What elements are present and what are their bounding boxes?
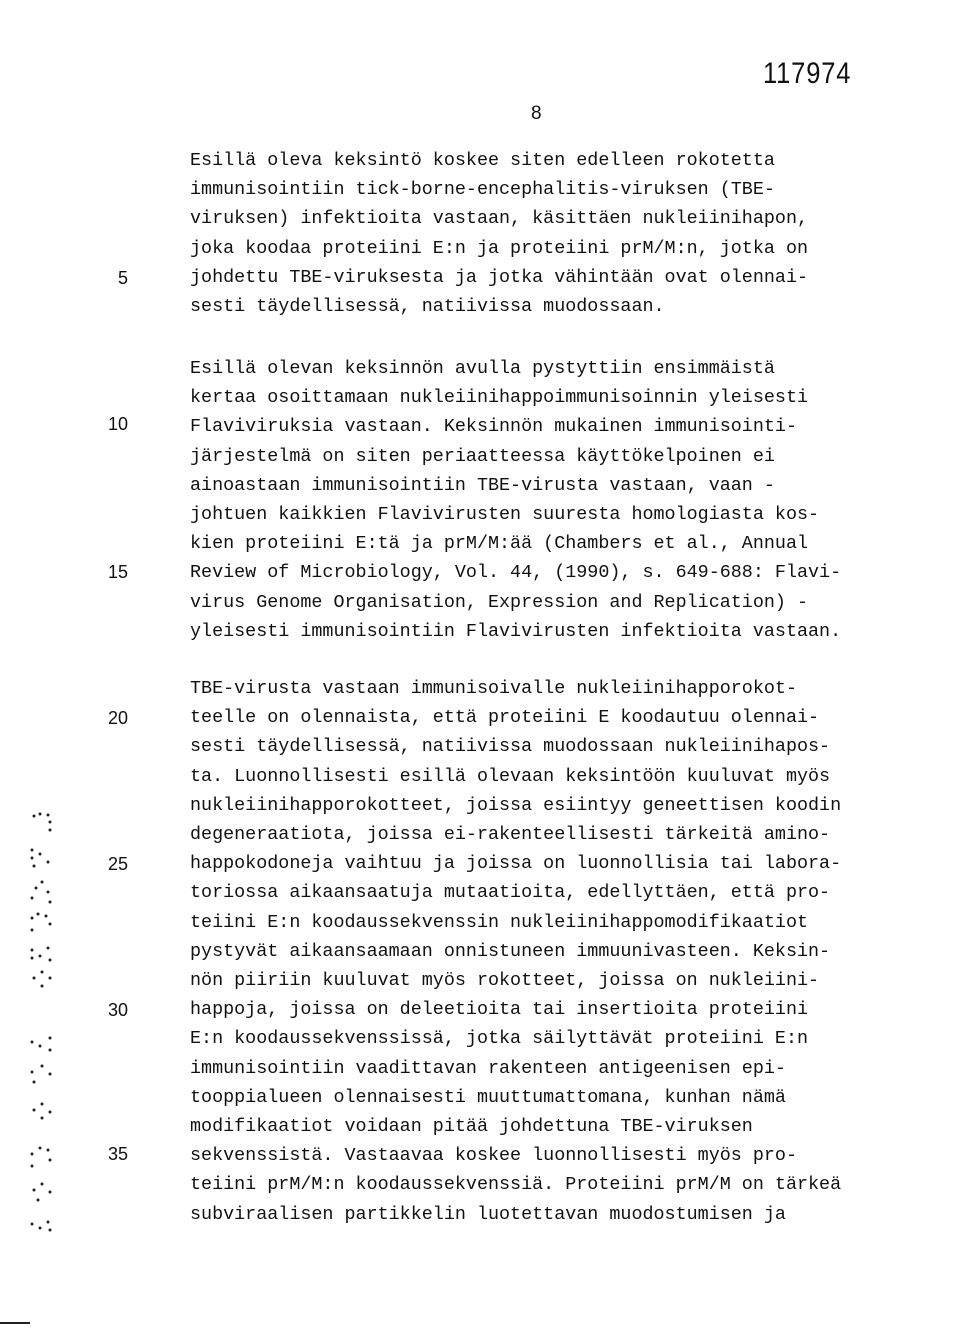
text-line: ta. Luonnollisesti esillä olevaan keksintöön kuuluvat myös (190, 765, 831, 787)
text-line: nukleiinihapporokotteet, joissa esiintyy geneettisen koodin (190, 794, 842, 816)
text-line: modifikaatiot voidaan pitää johdettuna TBE-viruksen (190, 1116, 753, 1137)
text-line: happoja, joissa on deleetioita tai insertioita proteiini (190, 999, 809, 1021)
text-line: E:n koodaussekvenssissä, jotka säilyttävät proteiini E:n (190, 1028, 809, 1050)
text-line: kertaa osoittamaan nukleiinihappoimmunisoinnin yleisesti (190, 387, 809, 409)
text-line: johdettu TBE-viruksesta ja jotka vähintään ovat olennai- (190, 266, 809, 288)
text-line: virus Genome Organisation, Expression and Replication) - (190, 591, 809, 613)
line-number: 35 (108, 1144, 129, 1164)
text-line: viruksen) infektioita vastaan, käsittäen nukleiinihapon, (190, 208, 809, 230)
text-line: pystyvät aikaansaamaan onnistuneen immuunivasteen. Keksin- (190, 940, 831, 962)
text-line: sekvenssistä. Vastaavaa koskee luonnollisesti myös pro- (190, 1145, 797, 1167)
text-line: degeneraatiota, joissa ei-rakenteellisesti tärkeitä amino- (190, 824, 831, 845)
text-line: tooppialueen olennaisesti muuttumattomana, kunhan nämä (190, 1086, 786, 1108)
text-line: ainoastaan immunisointiin TBE-virusta vastaan, vaan - (190, 474, 775, 496)
text-line: kien proteiini E:tä ja prM/M:ää (Chambers et al., Annual (190, 533, 809, 555)
text-line: teiini E:n koodaussekvenssin nukleiinihappomodifikaatiot (190, 911, 809, 933)
line-number: 30 (108, 1000, 129, 1020)
text-line: joka koodaa proteiini E:n ja proteiini prM/M:n, jotka on (190, 237, 809, 259)
text-line: teiini prM/M:n koodaussekvenssiä. Proteiini prM/M on tärkeä (190, 1174, 842, 1196)
text-line: TBE-virusta vastaan immunisoivalle nukleiinihapporokot- (190, 678, 797, 699)
text-line: sesti täydellisessä, natiivissa muodossaan nukleiinihapos- (190, 736, 831, 758)
line-number: 10 (108, 414, 129, 434)
page-number: 8 (531, 103, 542, 124)
line-number: 25 (108, 854, 129, 874)
margin-dot-marks (28, 810, 78, 1240)
text-line: immunisointiin tick-borne-encephalitis-viruksen (TBE- (190, 179, 775, 201)
text-line: Esillä olevan keksinnön avulla pystyttiin ensimmäistä (190, 358, 775, 379)
text-line: nön piiriin kuuluvat myös rokotteet, joissa on nukleiini- (190, 970, 820, 991)
text-line: Flaviviruksia vastaan. Keksinnön mukainen immunisointi- (190, 416, 797, 438)
line-number: 5 (118, 268, 129, 288)
line-number: 20 (108, 708, 129, 728)
patent-number: 117974 (763, 57, 852, 90)
text-line: sesti täydellisessä, natiivissa muodossaan. (190, 296, 665, 317)
text-line: immunisointiin vaadittavan rakenteen antigeenisen epi- (190, 1057, 786, 1079)
text-line: yleisesti immunisointiin Flavivirusten infektioita vastaan. (190, 620, 842, 642)
text-line: happokodoneja vaihtuu ja joissa on luonnollisia tai labora- (190, 853, 842, 875)
text-line: Esillä oleva keksintö koskee siten edelleen rokotetta (190, 150, 775, 171)
text-line: johtuen kaikkien Flavivirusten suuresta homologiasta kos- (190, 504, 820, 525)
text-line: subviraalisen partikkelin luotettavan muodostumisen ja (190, 1203, 786, 1225)
text-line: järjestelmä on siten periaatteessa käyttökelpoinen ei (190, 445, 775, 467)
text-line: toriossa aikaansaatuja mutaatioita, edellyttäen, että pro- (190, 882, 831, 904)
text-line: teelle on olennaista, että proteiini E koodautuu olennai- (190, 707, 820, 729)
line-number: 15 (108, 562, 129, 582)
text-line: Review of Microbiology, Vol. 44, (1990), s. 649-688: Flavi- (190, 562, 842, 584)
scan-edge-mark (0, 1322, 30, 1324)
